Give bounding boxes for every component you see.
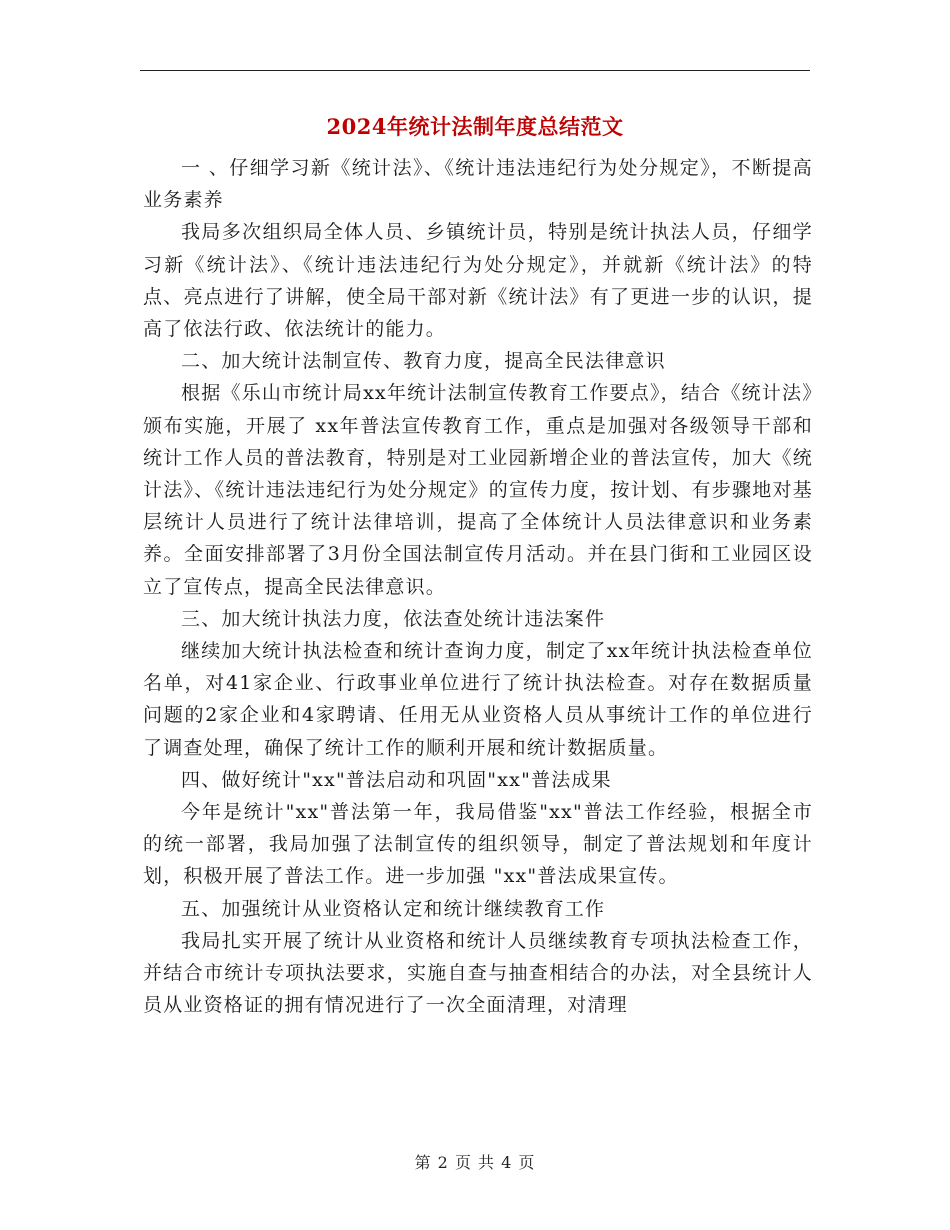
header-rule: [140, 70, 810, 71]
body-paragraph: 根据《乐山市统计局xx年统计法制宣传教育工作要点》，结合《统计法》颁布实施，开展了 xx年普法宣传教育工作，重点是加强对各级领导干部和统计工作人员的普法教育，特别是对工业园新增企业的普法宣传，加大《统计法》、《统计违法违纪行为处分规定》的宣传力度，按计划、有步骤地对基层统计人员进行了统计法律培训，提高了全体统计人员法律意识和业务素养。全面安排部署了3月份全国法制宣传月活动。并在县门街和工业园区设立了宣传点，提高全民法律意识。: [143, 382, 813, 598]
document-body: [143, 152, 813, 1021]
section-heading-2: 二、加大统计法制宣传、教育力度，提高全民法律意识: [181, 350, 666, 373]
body-paragraph: 继续加大统计执法检查和统计查询力度，制定了xx年统计执法检查单位名单，对41家企业、行政事业单位进行了统计执法检查。对存在数据质量问题的2家企业和4家聘请、任用无从业资格人员从事统计工作的单位进行了调查处理，确保了统计工作的顺利开展和统计数据质量。: [143, 640, 813, 759]
section-heading-1: 一 、仔细学习新《统计法》、《统计违法违纪行为处分规定》，不断提高业务素养: [143, 157, 813, 212]
section-heading-3: 三、加大统计执法力度，依法查处统计违法案件: [181, 607, 606, 630]
body-paragraph: 我局多次组织局全体人员、乡镇统计员，特别是统计执法人员，仔细学习新《统计法》、《统计违法违纪行为处分规定》，并就新《统计法》的特点、亮点进行了讲解，使全局干部对新《统计法》有了更进一步的认识，提高了依法行政、依法统计的能力。: [143, 221, 813, 341]
page-number-footer: 第 2 页 共 4 页: [414, 1153, 536, 1172]
body-paragraph: 我局扎实开展了统计从业资格和统计人员继续教育专项执法检查工作，并结合市统计专项执法要求，实施自查与抽查相结合的办法，对全县统计人员从业资格证的拥有情况进行了一次全面清理，对清理: [143, 929, 813, 1017]
section-heading-5: 五、加强统计从业资格认定和统计继续教育工作: [181, 897, 606, 920]
section-heading-4: 四、做好统计"xx"普法启动和巩固"xx"普法成果: [181, 768, 612, 791]
document-title: 2024年统计法制年度总结范文: [326, 114, 624, 139]
body-paragraph: 今年是统计"xx"普法第一年，我局借鉴"xx"普法工作经验，根据全市的统一部署，我局加强了法制宣传的组织领导，制定了普法规划和年度计划，积极开展了普法工作。进一步加强 "xx"普法成果宣传。: [143, 801, 813, 888]
